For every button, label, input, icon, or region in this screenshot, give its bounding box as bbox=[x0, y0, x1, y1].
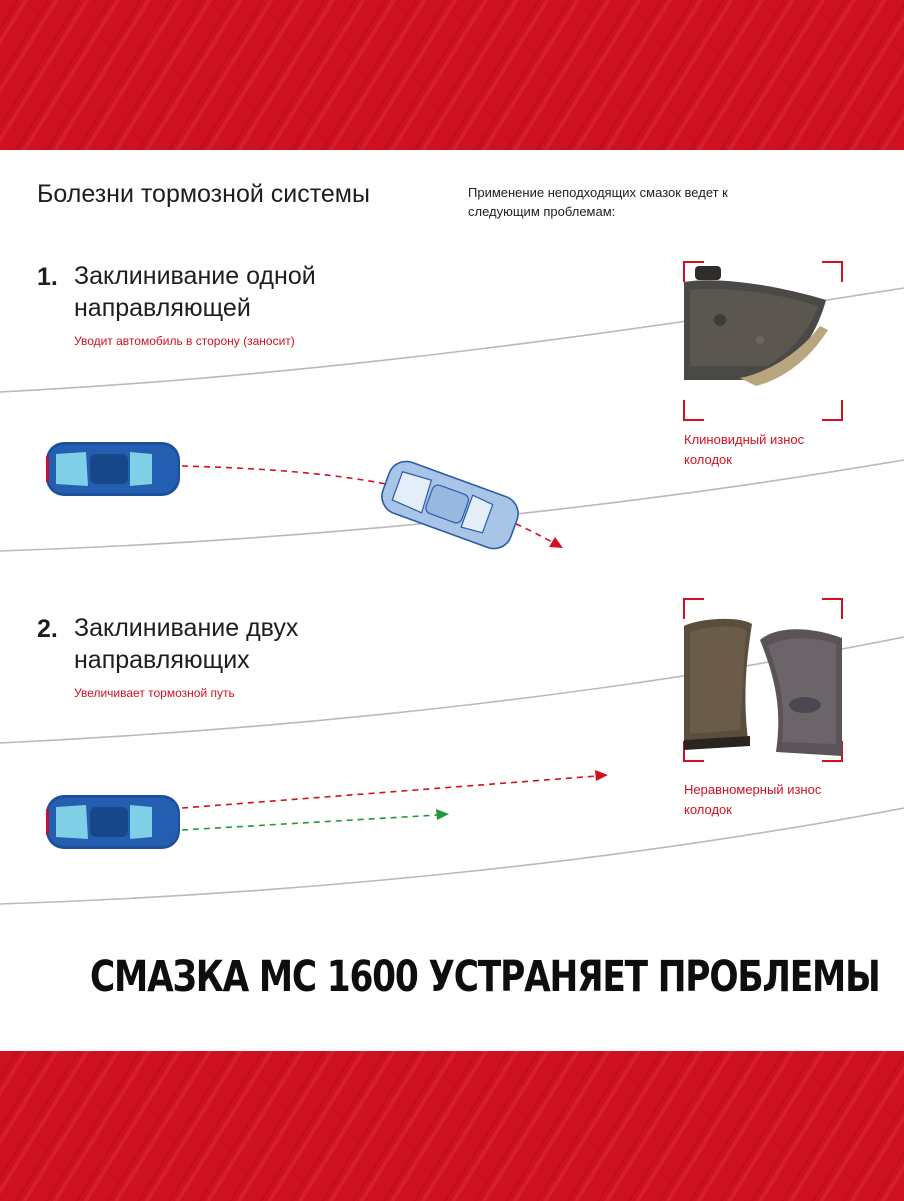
green-normal-stop-arrow bbox=[182, 815, 438, 830]
problem-subtitle: Уводит автомобиль в сторону (заносит) bbox=[74, 334, 295, 348]
intro-text: Применение неподходящих смазок ведет к следующим проблемам: bbox=[468, 185, 728, 219]
problem-subtitle: Увеличивает тормозной путь bbox=[74, 686, 235, 700]
slogan-headline: СМАЗКА МС 1600 УСТРАНЯЕТ ПРОБЛЕМЫ bbox=[90, 952, 880, 1002]
bottom-red-stripe-band bbox=[0, 1051, 904, 1201]
problem-number: 2. bbox=[37, 615, 58, 643]
photo-caption: Неравномерный износ колодок bbox=[684, 782, 822, 817]
red-long-stop-arrow bbox=[182, 776, 597, 808]
brake-pad-wedge-worn-photo bbox=[684, 266, 828, 386]
page-title: Болезни тормозной системы bbox=[37, 180, 370, 208]
brake-pad-uneven-worn-photo bbox=[684, 619, 842, 756]
car-blue-1 bbox=[46, 442, 180, 496]
car-ghost-skidding bbox=[377, 456, 523, 553]
arrowhead-3 bbox=[436, 809, 449, 820]
problem-title: Заклинивание двух направляющих bbox=[74, 614, 299, 674]
arrowhead-1 bbox=[549, 537, 563, 548]
problem-number: 1. bbox=[37, 263, 58, 291]
photo-caption: Клиновидный износ колодок bbox=[684, 432, 805, 467]
car-blue-2 bbox=[46, 795, 180, 849]
problem-title: Заклинивание одной направляющей bbox=[74, 262, 316, 322]
arrowhead-2 bbox=[595, 770, 608, 781]
